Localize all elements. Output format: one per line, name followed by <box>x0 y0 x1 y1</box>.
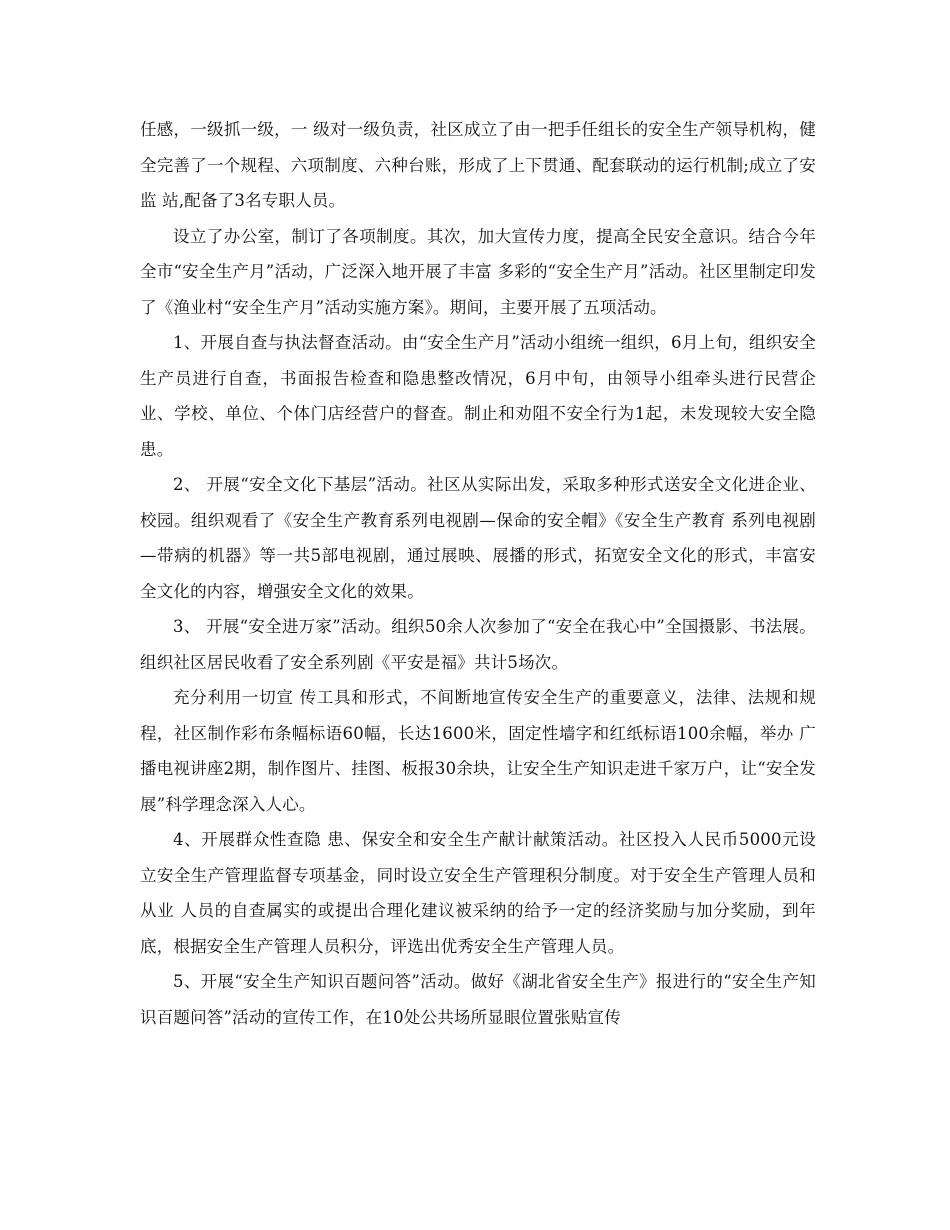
paragraph-activity-4: 4、开展群众性查隐 患、保安全和安全生产献计献策活动。社区投入人民币5000元设立安全生产管理监督专项基金，同时设立安全生产管理积分制度。对于安全生产管理人员和从业 人员的自查属实的或提出合理化建议被采纳的给予一定的经济奖励与加分奖励，到年底，根据安全生产管理人员积分，评选出优秀安全生产管理人员。 <box>140 830 816 956</box>
paragraph-publicity: 充分利用一切宣 传工具和形式，不间断地宣传安全生产的重要意义，法律、法规和规程，社区制作彩布条幅标语60幅，长达1600米，固定性墙字和红纸标语100余幅，举办 广播电视讲座2期，制作图片、挂图、板报30余块，让安全生产知识走进千家万户，让“安全发展”科学理念深入人心。 <box>140 688 816 814</box>
paragraph-activity-2: 2、 开展“安全文化下基层”活动。社区从实际出发，采取多种形式送安全文化进企业、校园。组织观看了《安全生产教育系列电视剧—保命的安全帽》《安全生产教育 系列电视剧—带病的机器》等一共5部电视剧，通过展映、展播的形式，拓宽安全文化的形式，丰富安全文化的内容，增强安全文化的效果。 <box>140 475 816 601</box>
paragraph-office-setup: 设立了办公室，制订了各项制度。其次，加大宣传力度，提高全民安全意识。结合今年全市“安全生产月”活动，广泛深入地开展了丰富 多彩的“安全生产月”活动。社区里制定印发了《渔业村“安全生产月”活动实施方案》。期间，主要开展了五项活动。 <box>140 226 816 317</box>
paragraph-activity-1: 1、开展自查与执法督查活动。由“安全生产月”活动小组统一组织，6月上旬，组织安全生产员进行自查，书面报告检查和隐患整改情况，6月中旬，由领导小组牵头进行民营企业、学校、单位、个体门店经营户的督查。制止和劝阻不安全行为1起，未发现较大安全隐患。 <box>140 333 816 459</box>
document-body <box>140 112 816 1035</box>
paragraph-activity-5: 5、开展“安全生产知识百题问答”活动。做好《湖北省安全生产》报进行的“安全生产知识百题问答”活动的宣传工作，在10处公共场所显眼位置张贴宣传 <box>140 972 816 1027</box>
paragraph-continuation: 任感，一级抓一级，一 级对一级负责，社区成立了由一把手任组长的安全生产领导机构，健全完善了一个规程、六项制度、六种台账，形成了上下贯通、配套联动的运行机制;成立了安监 站,配备了3名专职人员。 <box>140 120 816 210</box>
paragraph-activity-3: 3、 开展“安全进万家”活动。组织50余人次参加了“安全在我心中”全国摄影、书法展。组织社区居民收看了安全系列剧《平安是福》共计5场次。 <box>140 617 816 672</box>
